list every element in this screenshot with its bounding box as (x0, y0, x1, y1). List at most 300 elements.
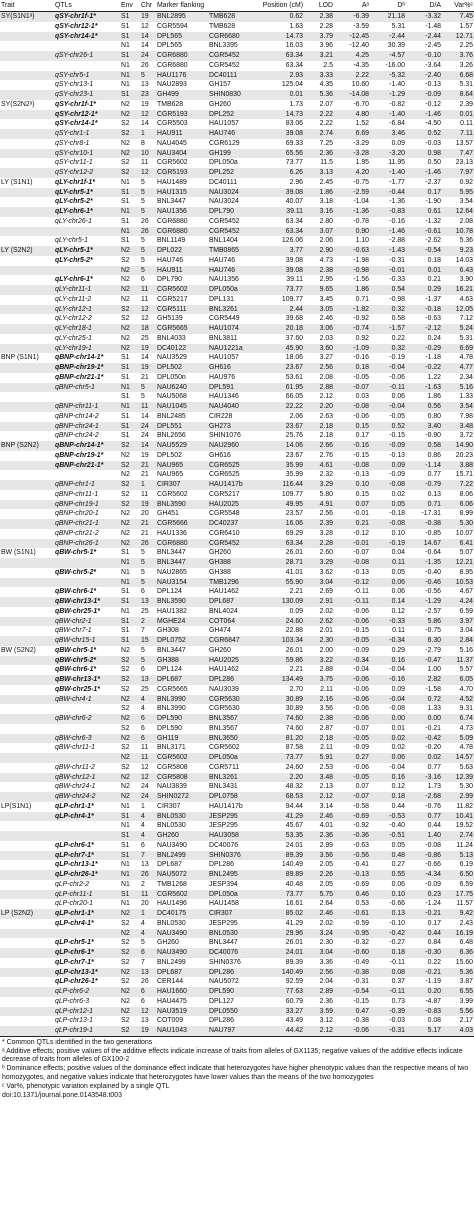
table-cell: qSY-chr1f-1* (54, 100, 120, 110)
table-cell: 24 (140, 792, 156, 802)
table-cell: 24.01 (258, 948, 304, 958)
table-cell: 63.34 (258, 217, 304, 227)
table-cell: -0.63 (334, 841, 370, 851)
table-row (0, 899, 474, 909)
table-cell: CGR5217 (156, 295, 208, 305)
table-cell: 2.11 (304, 685, 334, 695)
table-cell: -0.61 (334, 909, 370, 919)
column-header: D/A (406, 0, 442, 12)
table-cell: GH5139 (156, 314, 208, 324)
table-row (0, 890, 474, 900)
table-row (0, 90, 474, 100)
table-cell: HAU1315 (156, 188, 208, 198)
table-cell: BNL3590 (156, 597, 208, 607)
table-cell: -1.48 (406, 22, 442, 32)
table-cell: -0.44 (370, 188, 406, 198)
table-cell: 11 (140, 158, 156, 168)
table-cell: 7.25 (304, 139, 334, 149)
table-cell: CGR6880 (156, 227, 208, 237)
table-cell: GH451 (156, 509, 208, 519)
table-cell: S1 (120, 22, 140, 32)
table-row (0, 314, 474, 324)
table-cell: -6.70 (334, 100, 370, 110)
table-cell: BW (S1N1) (0, 548, 54, 558)
table-cell: 125.04 (258, 80, 304, 90)
table-cell: -0.29 (406, 344, 442, 354)
table-cell: N2 (120, 519, 140, 529)
table-cell: 0.72 (406, 695, 442, 705)
table-cell (0, 363, 54, 373)
table-cell: S2 (120, 685, 140, 695)
table-cell: N2 (120, 792, 140, 802)
table-cell: BNL3447 (156, 646, 208, 656)
table-cell: N2 (120, 470, 140, 480)
table-cell: 0.80 (406, 412, 442, 422)
table-cell: BNL4033 (156, 334, 208, 344)
table-cell: HAU746 (208, 129, 258, 139)
table-cell: -1.24 (406, 899, 442, 909)
table-cell: qLY-chr5-2* (54, 256, 120, 266)
table-cell: S1 (120, 373, 140, 383)
table-cell: 19 (140, 1026, 156, 1036)
table-cell: S2 (120, 656, 140, 666)
table-cell: -0.20 (406, 743, 442, 753)
table-cell: 0.77 (406, 470, 442, 480)
table-row (0, 1016, 474, 1026)
table-cell: CGR6880 (156, 539, 208, 549)
table-cell: 0.54 (370, 285, 406, 295)
table-cell: DPL050a (208, 285, 258, 295)
table-cell: S2 (120, 490, 140, 500)
table-cell: NAU3024 (208, 188, 258, 198)
table-cell: S1 (120, 841, 140, 851)
table-cell: -0.05 (334, 636, 370, 646)
table-cell: 19 (140, 363, 156, 373)
table-cell (0, 734, 54, 744)
table-cell: 12 (140, 1007, 156, 1017)
table-cell: 2.74 (304, 129, 334, 139)
table-cell: -0.04 (370, 763, 406, 773)
table-cell: -1.43 (370, 246, 406, 256)
table-cell: 9.42 (442, 909, 474, 919)
table-cell: 41.01 (258, 568, 304, 578)
table-cell: 6.43 (442, 266, 474, 276)
table-cell: -0.30 (406, 948, 442, 958)
table-cell: 2.17 (442, 1016, 474, 1026)
table-cell: NAU1043 (156, 1026, 208, 1036)
table-cell: N2 (120, 997, 140, 1007)
table-cell: qLY-chr12-1 (54, 305, 120, 315)
table-cell: qLY-chr5-1 (54, 236, 120, 246)
table-cell: N2 (120, 695, 140, 705)
table-cell: qLP-chr7-1* (54, 851, 120, 861)
table-cell: 11 (140, 890, 156, 900)
table-cell: qBNP-chr21-2 (54, 529, 120, 539)
table-cell: 2.64 (304, 899, 334, 909)
table-cell: 0.08 (406, 1016, 442, 1026)
table-cell: DC40237 (208, 519, 258, 529)
table-cell: -1.98 (334, 256, 370, 266)
table-row (0, 607, 474, 617)
table-cell: 59.86 (258, 656, 304, 666)
table-cell: 2.08 (442, 217, 474, 227)
table-cell: 1 (140, 129, 156, 139)
table-cell: S2 (120, 119, 140, 129)
table-cell: 4.61 (304, 461, 334, 471)
table-row (0, 51, 474, 61)
table-cell: N2 (120, 324, 140, 334)
table-cell: N2 (120, 451, 140, 461)
table-row (0, 470, 474, 480)
table-cell: 0.00 (370, 714, 406, 724)
table-row (0, 1026, 474, 1036)
table-cell: S1 (120, 431, 140, 441)
table-cell: -0.38 (334, 1016, 370, 1026)
table-cell: DPL502 (156, 451, 208, 461)
table-cell: 11 (140, 490, 156, 500)
table-row (0, 802, 474, 812)
table-cell: 2.5 (304, 61, 334, 71)
table-cell: -0.15 (334, 626, 370, 636)
table-cell: -2.40 (406, 71, 442, 81)
table-cell: 5.75 (304, 890, 334, 900)
table-cell: CGR6680 (208, 32, 258, 42)
table-cell: 73.77 (258, 158, 304, 168)
table-cell (0, 685, 54, 695)
table-cell: 2.46 (304, 909, 334, 919)
table-cell: -0.08 (370, 519, 406, 529)
table-cell: 3.76 (442, 51, 474, 61)
table-cell: -0.12 (406, 100, 442, 110)
table-cell: 66.05 (258, 392, 304, 402)
table-cell: S2 (120, 158, 140, 168)
table-cell: 30.89 (258, 704, 304, 714)
table-cell: 61.95 (258, 383, 304, 393)
table-cell: -0.06 (334, 675, 370, 685)
table-cell: S2 (120, 704, 140, 714)
table-cell: -0.13 (370, 451, 406, 461)
table-cell: qLP-chr13-1* (54, 860, 120, 870)
table-cell: -0.08 (370, 704, 406, 714)
table-row (0, 246, 474, 256)
table-cell: 89.39 (258, 958, 304, 968)
table-cell: S2 (120, 977, 140, 987)
table-cell: S1 (120, 363, 140, 373)
table-cell: -0.49 (334, 958, 370, 968)
table-cell: 21 (140, 461, 156, 471)
table-cell: 73.77 (258, 890, 304, 900)
table-cell: BNL3447 (208, 938, 258, 948)
table-cell: DPL252 (208, 168, 258, 178)
table-cell: 21 (140, 519, 156, 529)
table-cell: qLP-chr2-2 (54, 880, 120, 890)
table-cell: 0.21 (334, 519, 370, 529)
column-header: Var%ᶜ (442, 0, 474, 12)
table-cell: BNL2495 (208, 870, 258, 880)
table-row (0, 851, 474, 861)
table-cell: BNL3447 (156, 197, 208, 207)
table-cell: -0.36 (334, 831, 370, 841)
table-cell: 2.12 (304, 392, 334, 402)
table-cell: 0.92 (442, 178, 474, 188)
table-cell: GH388 (208, 558, 258, 568)
table-cell: -0.78 (334, 217, 370, 227)
table-cell: N1 (120, 607, 140, 617)
table-cell: 7 (140, 626, 156, 636)
table-cell: 140.49 (258, 860, 304, 870)
table-cell: 14.90 (442, 441, 474, 451)
table-cell: DPL0758 (208, 792, 258, 802)
table-cell: -0.21 (406, 968, 442, 978)
table-row (0, 948, 474, 958)
table-row (0, 285, 474, 295)
table-cell: qLY-chr5-1* (54, 246, 120, 256)
table-cell: 1.95 (334, 158, 370, 168)
table-cell: 24.01 (258, 841, 304, 851)
table-cell: N2 (120, 275, 140, 285)
table-row (0, 831, 474, 841)
table-cell: 2.66 (304, 441, 334, 451)
table-cell: -0.18 (406, 305, 442, 315)
table-row (0, 646, 474, 656)
table-cell: -0.74 (334, 324, 370, 334)
table-cell: qBW-chr25-1* (54, 607, 120, 617)
table-cell: 45.90 (258, 344, 304, 354)
table-cell (0, 1016, 54, 1026)
table-cell: GH388 (208, 568, 258, 578)
table-cell: -0.09 (370, 441, 406, 451)
table-cell: qBW-chr12-1 (54, 773, 120, 783)
table-cell: DPL131 (208, 295, 258, 305)
table-cell: S2 (120, 480, 140, 490)
table-cell: GH616 (208, 451, 258, 461)
table-cell: 4 (140, 812, 156, 822)
table-cell (0, 80, 54, 90)
table-cell: -0.10 (370, 919, 406, 929)
table-cell: SHIN1076 (208, 431, 258, 441)
table-cell: 3.88 (442, 461, 474, 471)
table-cell: 25 (140, 685, 156, 695)
table-cell: 9.65 (304, 285, 334, 295)
table-cell: qBW-chr25-1* (54, 685, 120, 695)
table-row (0, 32, 474, 42)
table-cell: HAU1057 (208, 119, 258, 129)
table-cell: 2.89 (304, 987, 334, 997)
table-cell: CGR5630 (208, 704, 258, 714)
table-cell: -4.35 (334, 61, 370, 71)
table-cell: 4.70 (442, 685, 474, 695)
table-cell: 0.17 (406, 188, 442, 198)
table-cell (0, 314, 54, 324)
table-cell: S1 (120, 188, 140, 198)
table-cell: 10.07 (442, 529, 474, 539)
table-cell: CGR5452 (208, 539, 258, 549)
table-cell: 24 (140, 51, 156, 61)
table-cell: 5.31 (370, 22, 406, 32)
table-cell: 94.44 (258, 802, 304, 812)
table-row (0, 256, 474, 266)
table-cell: 65.56 (258, 149, 304, 159)
table-cell: 5 (140, 197, 156, 207)
table-cell: -0.92 (334, 821, 370, 831)
table-cell: DPL687 (156, 675, 208, 685)
table-cell: qBW-chr13-1* (54, 597, 120, 607)
table-cell: 2.56 (304, 509, 334, 519)
table-cell: HAU1417b (208, 802, 258, 812)
table-cell: -0.16 (334, 353, 370, 363)
table-row (0, 168, 474, 178)
table-cell: 5.16 (442, 646, 474, 656)
table-cell: -0.13 (334, 470, 370, 480)
table-cell (0, 236, 54, 246)
table-cell: NAU3839 (156, 782, 208, 792)
table-cell: 13 (140, 597, 156, 607)
table-cell: 5 (140, 938, 156, 948)
table-cell: 3.28 (304, 529, 334, 539)
table-cell: -0.01 (370, 266, 406, 276)
table-cell (0, 451, 54, 461)
table-cell: 14.67 (406, 539, 442, 549)
table-cell (0, 558, 54, 568)
table-cell: 4.77 (442, 363, 474, 373)
table-cell: S1 (120, 90, 140, 100)
table-row (0, 12, 474, 22)
table-cell: DPL286 (208, 675, 258, 685)
table-cell: 11 (140, 402, 156, 412)
table-cell: -1.29 (406, 597, 442, 607)
table-cell: S1 (120, 197, 140, 207)
table-row (0, 217, 474, 227)
table-cell: 11.24 (442, 841, 474, 851)
table-cell: NAU2865 (156, 568, 208, 578)
table-cell: 2.22 (334, 71, 370, 81)
table-cell: DPL590 (208, 987, 258, 997)
table-cell: CGR5452 (208, 51, 258, 61)
table-cell: GH273 (208, 422, 258, 432)
table-cell: -1.09 (334, 344, 370, 354)
table-cell: 13 (140, 675, 156, 685)
table-cell: 0.06 (370, 392, 406, 402)
table-cell: 0.90 (334, 227, 370, 237)
table-cell: BNL3447 (156, 548, 208, 558)
table-cell: HAU1496 (156, 899, 208, 909)
table-cell: 2.05 (304, 860, 334, 870)
table-cell: -6.39 (334, 12, 370, 22)
table-cell: -16.00 (370, 61, 406, 71)
table-cell: CGR6410 (208, 529, 258, 539)
table-cell (0, 782, 54, 792)
table-cell: HAU1462 (208, 665, 258, 675)
table-cell: 26 (140, 977, 156, 987)
table-cell: 14.73 (258, 32, 304, 42)
table-cell: LY (S2N2) (0, 246, 54, 256)
table-cell: 0.77 (406, 763, 442, 773)
table-cell: qBNP-chr19-1* (54, 363, 120, 373)
table-cell: 45.67 (258, 821, 304, 831)
table-cell: CGR5602 (208, 743, 258, 753)
table-cell: DPL050a (208, 753, 258, 763)
table-cell: 3.21 (304, 51, 334, 61)
table-cell: 8.64 (442, 90, 474, 100)
table-cell: 8 (140, 139, 156, 149)
table-cell: 6.30 (406, 636, 442, 646)
table-cell: 29.96 (258, 929, 304, 939)
table-cell: DPL124 (156, 587, 208, 597)
table-cell: N2 (120, 509, 140, 519)
table-cell: DPL022 (156, 246, 208, 256)
table-cell: 26.01 (258, 548, 304, 558)
footnote-common: * Common QTLs identified in the two generations (2, 1038, 153, 1046)
table-cell (54, 821, 120, 831)
table-cell: NAU3490 (156, 929, 208, 939)
table-cell: 2.06 (304, 236, 334, 246)
table-cell: BNL3171 (156, 743, 208, 753)
table-cell: 3.90 (442, 275, 474, 285)
table-cell: N1 (120, 899, 140, 909)
table-cell: qLY-chr18-1 (54, 324, 120, 334)
table-cell: 6 (140, 714, 156, 724)
table-cell: -0.76 (406, 802, 442, 812)
table-cell: -1.63 (406, 383, 442, 393)
table-cell: 2 (140, 880, 156, 890)
table-cell: 3.14 (304, 802, 334, 812)
table-cell: -3.32 (406, 12, 442, 22)
table-row (0, 344, 474, 354)
table-cell: BNL3261 (208, 305, 258, 315)
table-cell: -0.56 (334, 851, 370, 861)
table-cell: 3.18 (304, 197, 334, 207)
table-cell: BNL3811 (208, 334, 258, 344)
table-cell: TMB628 (156, 100, 208, 110)
table-cell: -0.16 (370, 675, 406, 685)
table-cell: MGHE24 (156, 617, 208, 627)
table-cell: 3.75 (304, 675, 334, 685)
table-cell: 4.52 (442, 695, 474, 705)
table-cell: 116.44 (258, 480, 304, 490)
table-cell: NAU3154 (156, 578, 208, 588)
table-cell (0, 22, 54, 32)
table-cell: 18.06 (258, 353, 304, 363)
table-cell (54, 61, 120, 71)
table-cell: 19 (140, 500, 156, 510)
table-cell: 19 (140, 344, 156, 354)
table-cell: S2 (120, 256, 140, 266)
table-cell: 0.09 (370, 461, 406, 471)
table-cell: 4.25 (334, 51, 370, 61)
table-row (0, 500, 474, 510)
table-cell (0, 578, 54, 588)
table-cell: -0.11 (370, 383, 406, 393)
table-cell: -0.83 (370, 207, 406, 217)
table-cell: qLY-chr26-1 (54, 217, 120, 227)
table-cell: 0.01 (442, 110, 474, 120)
table-cell: 12 (140, 314, 156, 324)
table-row (0, 422, 474, 432)
table-cell: CGR6880 (156, 217, 208, 227)
table-row (0, 812, 474, 822)
table-cell: 0.44 (370, 802, 406, 812)
table-cell: BNL0530 (156, 812, 208, 822)
table-row (0, 529, 474, 539)
table-cell: 0.27 (370, 860, 406, 870)
table-cell: 2 (140, 617, 156, 627)
table-cell: BW (S2N2) (0, 646, 54, 656)
table-cell: qLP-chr5-1* (54, 938, 120, 948)
table-cell: qSY-chr26-1 (54, 51, 120, 61)
table-cell: 0.17 (334, 431, 370, 441)
table-cell: -0.07 (334, 792, 370, 802)
table-row (0, 139, 474, 149)
